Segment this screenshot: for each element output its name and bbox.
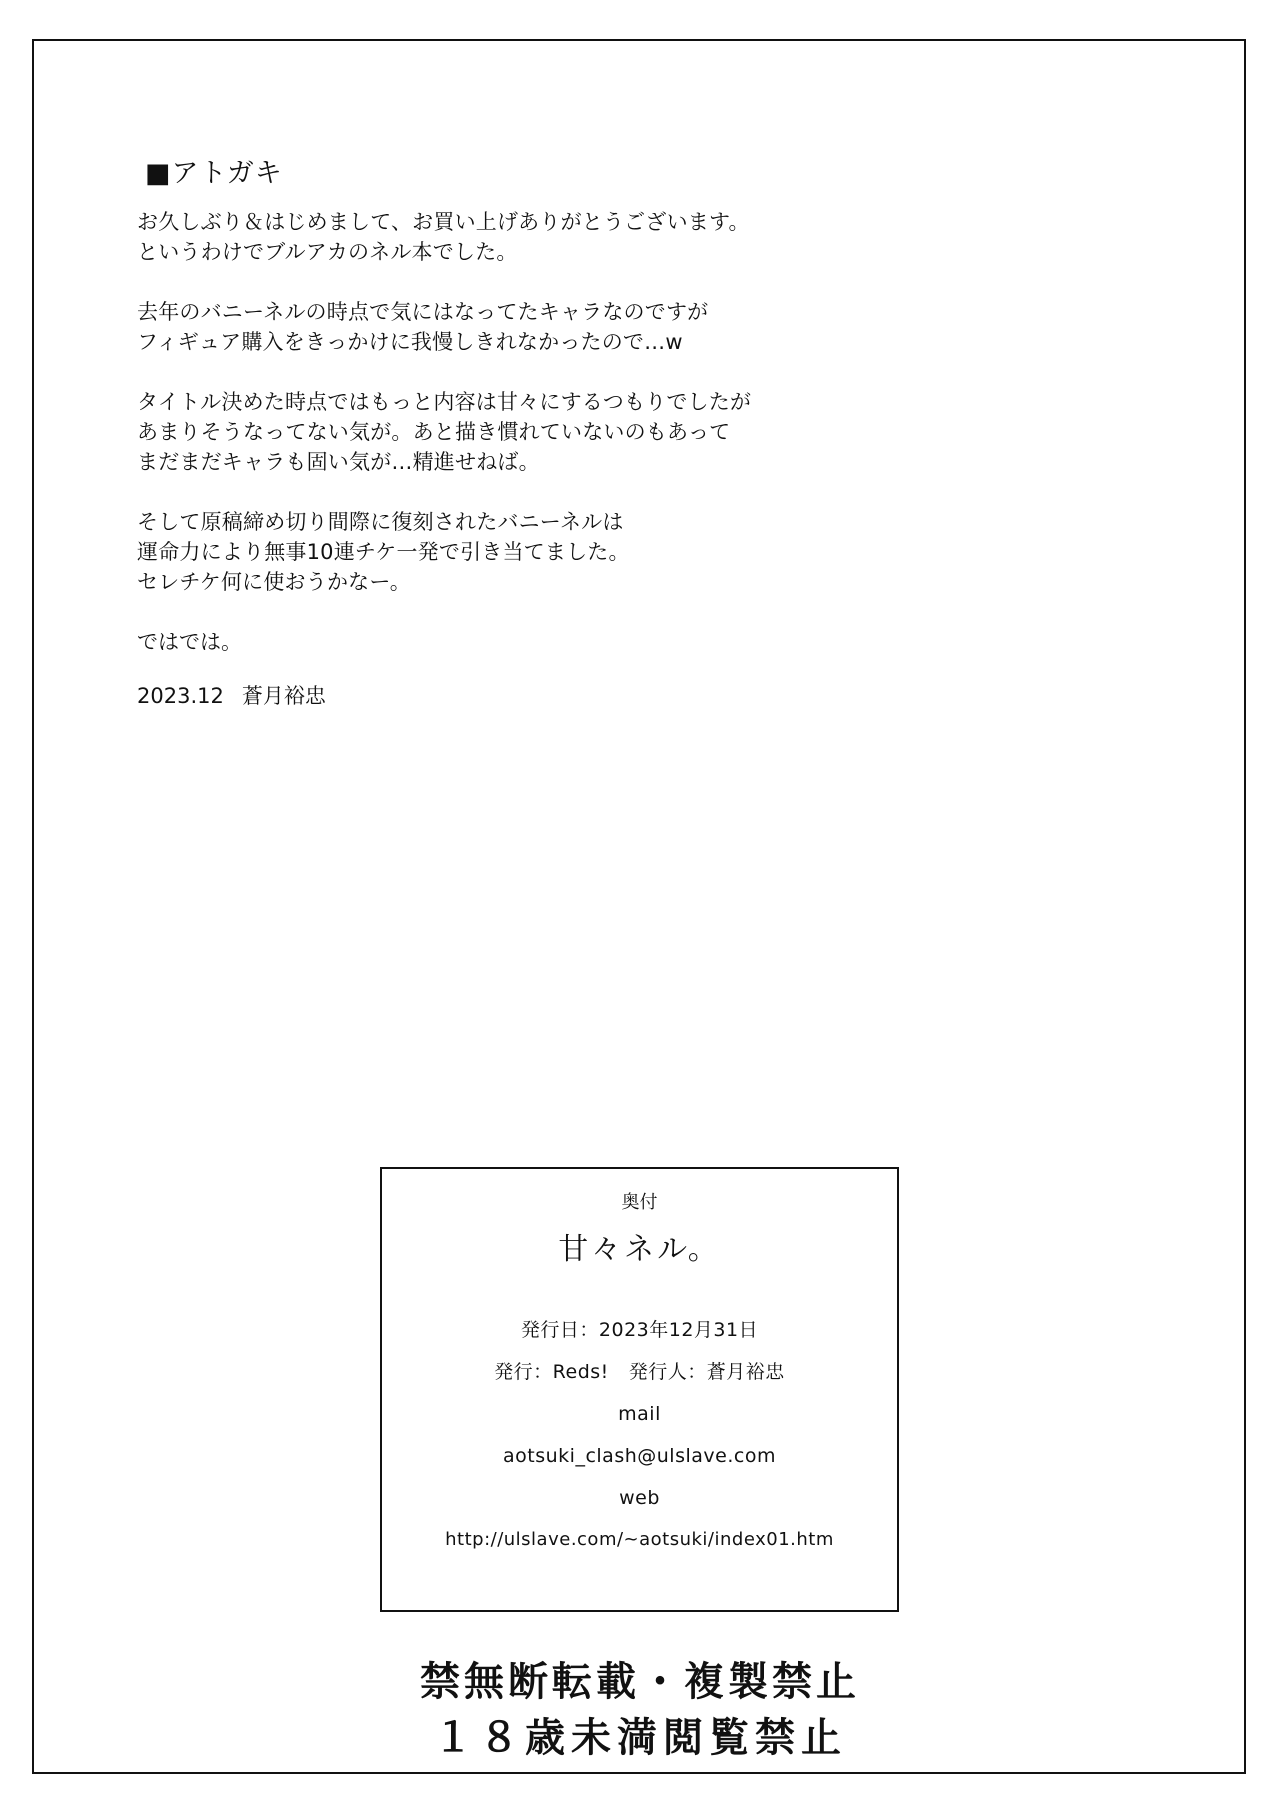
- afterword-author: 蒼月裕忠: [241, 684, 326, 708]
- colophon-label: 奥付: [621, 1192, 658, 1213]
- afterword-paragraph-1: お久しぶり＆はじめまして、お買い上げありがとうございます。 というわけでブルアカのネル本でした。: [137, 210, 750, 264]
- afterword-date-line: [137, 681, 1037, 711]
- afterword-paragraph-4: そして原稿締め切り間際に復刻されたバニーネルは 運命力により無事10連チケ一発で引き当てました。 セレチケ何に使おうかなー。: [137, 510, 630, 594]
- afterword-date: 2023.12: [137, 684, 224, 708]
- colophon-box: [380, 1167, 899, 1612]
- afterword-heading: ■アトガキ: [145, 158, 283, 189]
- colophon-publisher-line: [382, 1359, 897, 1385]
- afterword-section: [137, 157, 1037, 711]
- colophon-mail: aotsuki_clash@ulslave.com: [503, 1445, 776, 1467]
- colophon-publisher-person: 発行人：蒼月裕忠: [628, 1361, 785, 1383]
- colophon-web: http://ulslave.com/~aotsuki/index01.htm: [445, 1529, 834, 1550]
- notice-age-restriction: １８歳未満閲覧禁止: [433, 1715, 847, 1761]
- afterword-signoff: ではでは。: [137, 630, 242, 654]
- notice-no-reproduction: 禁無断転載・複製禁止: [420, 1659, 860, 1705]
- afterword-paragraph-2: 去年のバニーネルの時点で気にはなってたキャラなのですが フィギュア購入をきっかけに我慢しきれなかったので…w: [137, 300, 709, 354]
- colophon-publisher: 発行：Reds!: [494, 1361, 609, 1383]
- colophon-mail-label: mail: [618, 1403, 661, 1425]
- colophon-title: 甘々ネル。: [558, 1232, 721, 1267]
- afterword-paragraph-3: タイトル決めた時点ではもっと内容は甘々にするつもりでしたが あまりそうなってない気が。あと描き慣れていないのもあって まだまだキャラも固い気が…精進せねば。: [137, 390, 752, 474]
- colophon-publish-date: 発行日：2023年12月31日: [520, 1319, 759, 1341]
- colophon-web-label: web: [619, 1487, 660, 1509]
